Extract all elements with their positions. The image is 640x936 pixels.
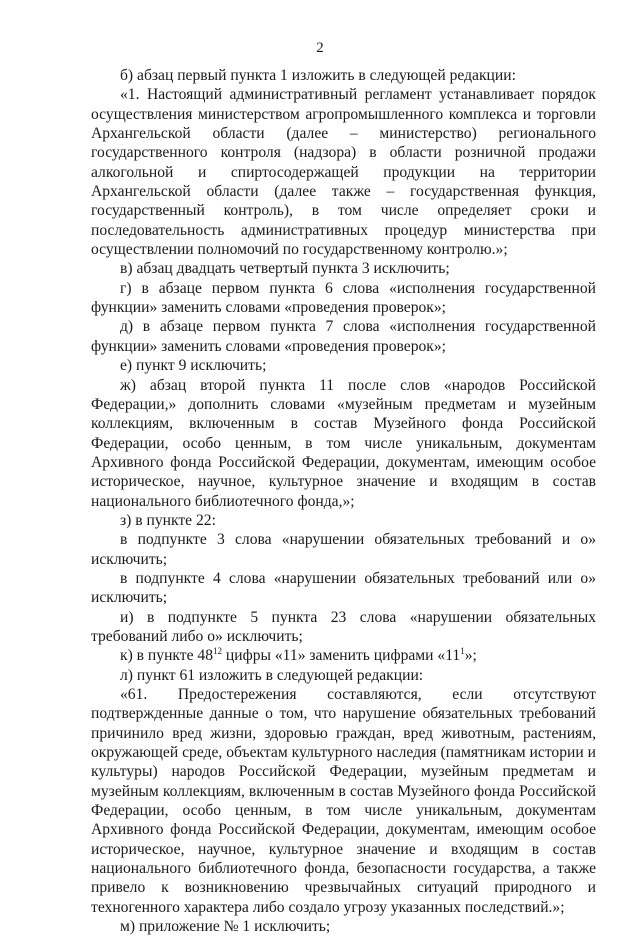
amendment-item-l: л) пункт 61 изложить в следующей редакции:: [120, 666, 424, 684]
amendment-item-d: д) в абзаце первом пункта 7 слова «исполнения государственной функции» заменить словами «проведения проверок»;: [91, 318, 596, 355]
page-number: 2: [316, 40, 324, 56]
amendment-item-e: е) пункт 9 исключить;: [120, 357, 267, 375]
amendment-item-m: м) приложение № 1 исключить;: [120, 918, 331, 936]
subitem-3: в подпункте 3 слова «нарушении обязательных требований и о» исключить;: [91, 531, 596, 568]
quoted-paragraph-1: «1. Настоящий административный регламент устанавливает порядок осуществления министерством агропромышленного комплекса и торговли Архангельской области (далее – министерство) регионального государственного контроля (надзора) в области розничной продажи алкогольной и спиртосодержащей продукции на территории Архангельской области (далее также – государственная функция, государственный контроль), в том числе определяет сроки и последовательность административных процедур министерства при осуществлении полномочий по государственному контролю.»;: [91, 86, 596, 259]
amendment-item-z: з) в пункте 22:: [120, 511, 216, 529]
amendment-item-k: [91, 646, 596, 665]
amendment-item-g: г) в абзаце первом пункта 6 слова «исполнения государственной функции» заменить словами «проведения проверок»;: [91, 279, 596, 317]
amendment-item-b: б) абзац первый пункта 1 изложить в следующей редакции:: [120, 67, 516, 84]
item-k-text-before: к) в пункте 48: [120, 647, 214, 665]
subitem-4: в подпункте 4 слова «нарушении обязательных требований или о» исключить;: [91, 569, 596, 607]
amendment-item-zh: ж) абзац второй пункта 11 после слов «народов Российской Федерации,» дополнить словами «музейным предметам и музейным коллекциям, включенным в состав Музейного фонда Российской Федерации, особо ценным, в том числе уникальным, документам Архивного фонда Российской Федерации, документам, имеющим особое историческое, научное, культурное значение и входящим в состав национального библиотечного фонда,»;: [91, 376, 596, 510]
item-k-superscript-2: 1: [460, 646, 465, 657]
amendment-item-i: и) в подпункте 5 пункта 23 слова «нарушении обязательных требований либо о» исключить;: [91, 608, 596, 645]
quoted-paragraph-61: «61. Предостережения составляются, если отсутствуют подтвержденные данные о том, что нарушение обязательных требований причинило вред жизни, здоровью граждан, вред животным, растениям, окружающей среде, объектам культурного наследия (памятникам истории и культуры) народов Российской Федерации, музейным предметам и музейным коллекциям, включенным в состав Музейного фонда Российской Федерации, особо ценным, в том числе уникальным, документам Архивного фонда Российской Федерации, документам, имеющим особое историческое, научное, культурное значение и входящим в состав национального библиотечного фонда, безопасности государства, а также привело к возникновению чрезвычайных ситуаций природного и техногенного характера либо создало угрозу указанных последствий.»;: [91, 686, 596, 916]
item-k-superscript-1: 12: [213, 646, 223, 657]
item-k-text-mid: цифры «11» заменить цифрами «11: [222, 647, 461, 665]
amendment-item-v: в) абзац двадцать четвертый пункта 3 исключить;: [120, 260, 450, 278]
document-body: [91, 66, 596, 936]
item-k-text-after: »;: [464, 647, 477, 665]
